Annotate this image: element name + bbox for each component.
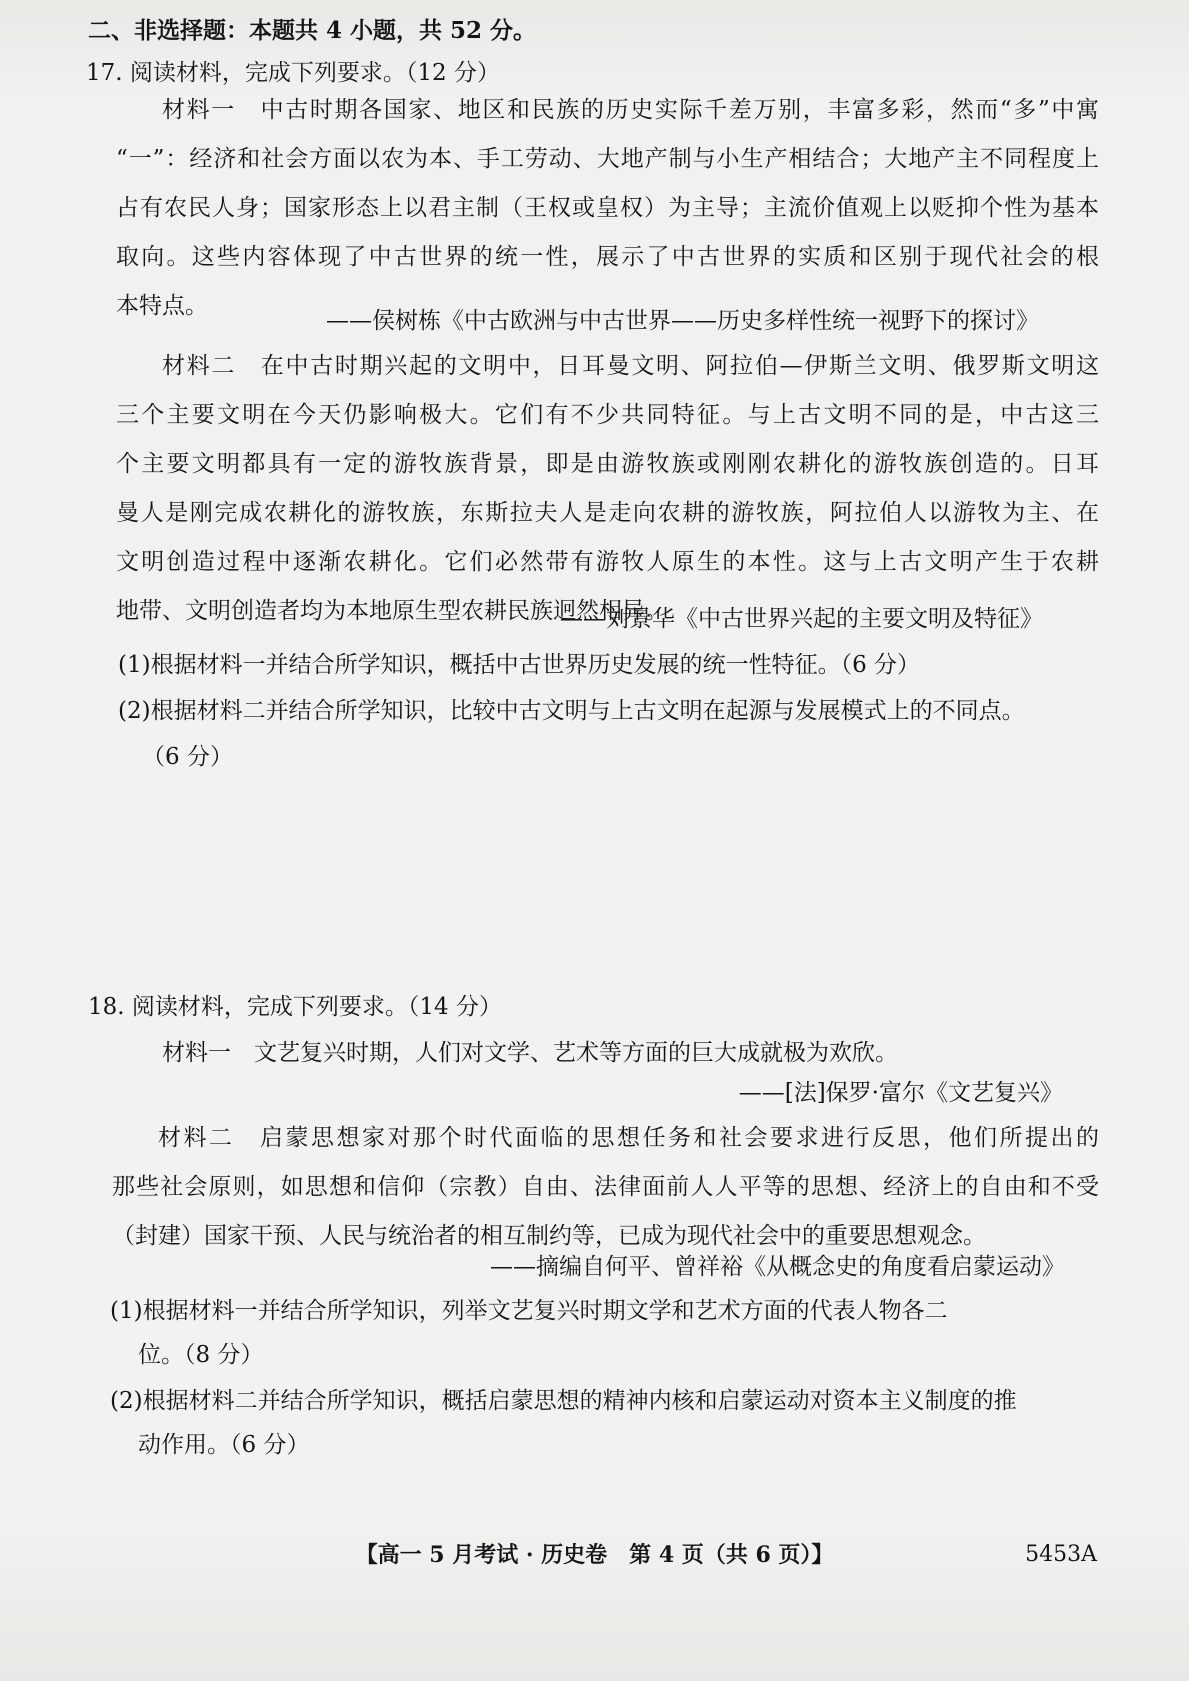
q17-m2-line: 个主要文明都具有一定的游牧族背景，即是由游牧族或刚刚农耕化的游牧族创造的。日耳 [116,451,1099,477]
q17-m1-line: “一”：经济和社会方面以农为本、手工劳动、大地产制与小生产相结合；大地产主不同程度上 [116,146,1099,172]
q18-m2-line: （封建）国家干预、人民与统治者的相互制约等，已成为现代社会中的重要思想观念。 [112,1223,986,1249]
q17-m2-line: 地带、文明创造者均为本地原生型农耕民族迥然相异。 [116,598,668,624]
q17-m1-line: 占有农民人身；国家形态上以君主制（王权或皇权）为主导；主流价值观上以贬抑个性为基本 [116,195,1099,221]
q17-stem: 17. 阅读材料，完成下列要求。（12 分） [86,60,500,86]
q17-sub2-line2: （6 分） [142,744,233,770]
q18-m1-source: ——[法]保罗·富尔《文艺复兴》 [738,1080,1063,1106]
q17-m2-line: 曼人是刚完成农耕化的游牧族，东斯拉夫人是走向农耕的游牧族，阿拉伯人以游牧为主、在 [116,500,1099,526]
q17-material-1 [116,86,1099,331]
q17-material-2 [116,342,1099,636]
q17-m1-line: 取向。这些内容体现了中古世界的统一性，展示了中古世界的实质和区别于现代社会的根 [116,244,1099,270]
q18-m2-source: ——摘编自何平、曾祥裕《从概念史的角度看启蒙运动》 [490,1254,1065,1280]
q18-sub1-line2: 位。（8 分） [138,1342,264,1368]
section-header: 二、非选择题：本题共 4 小题，共 52 分。 [88,17,537,44]
q18-material-1: 材料一 文艺复兴时期，人们对文学、艺术等方面的巨大成就极为欢欣。 [162,1040,898,1066]
q17-m1-line: 材料一 中古时期各国家、地区和民族的历史实际千差万别，丰富多彩，然而“多”中寓 [162,97,1099,123]
q17-m2-line: 材料二 在中古时期兴起的文明中，日耳曼文明、阿拉伯—伊斯兰文明、俄罗斯文明这 [162,353,1099,379]
q17-m1-source: ——侯树栋《中古欧洲与中古世界——历史多样性统一视野下的探讨》 [326,308,1039,334]
q18-sub1-line1: (1)根据材料一并结合所学知识，列举文艺复兴时期文学和艺术方面的代表人物各二 [110,1298,948,1324]
q18-m2-line: 材料二 启蒙思想家对那个时代面临的思想任务和社会要求进行反思，他们所提出的 [158,1125,1099,1151]
q17-m2-line: 文明创造过程中逐渐农耕化。它们必然带有游牧人原生的本性。这与上古文明产生于农耕 [116,549,1099,575]
q17-m2-source: ——刘景华《中古世界兴起的主要文明及特征》 [560,606,1043,632]
exam-code: 5453A [1025,1542,1097,1567]
q18-stem: 18. 阅读材料，完成下列要求。（14 分） [88,994,502,1020]
q18-m2-line: 那些社会原则，如思想和信仰（宗教）自由、法律面前人人平等的思想、经济上的自由和不受 [112,1174,1099,1200]
q17-sub2-line1: (2)根据材料二并结合所学知识，比较中古文明与上古文明在起源与发展模式上的不同点。 [118,698,1025,724]
q18-material-2 [112,1114,1099,1261]
q17-m1-line: 本特点。 [116,293,208,319]
q18-sub2-line1: (2)根据材料二并结合所学知识，概括启蒙思想的精神内核和启蒙运动对资本主义制度的推 [110,1388,1017,1414]
q17-m2-line: 三个主要文明在今天仍影响极大。它们有不少共同特征。与上古文明不同的是，中古这三 [116,402,1099,428]
q18-sub2-line2: 动作用。（6 分） [138,1432,310,1458]
page-footer-title: 【高一 5 月考试 · 历史卷 第 4 页（共 6 页）】 [355,1542,834,1568]
q17-sub1: (1)根据材料一并结合所学知识，概括中古世界历史发展的统一性特征。（6 分） [118,652,921,678]
